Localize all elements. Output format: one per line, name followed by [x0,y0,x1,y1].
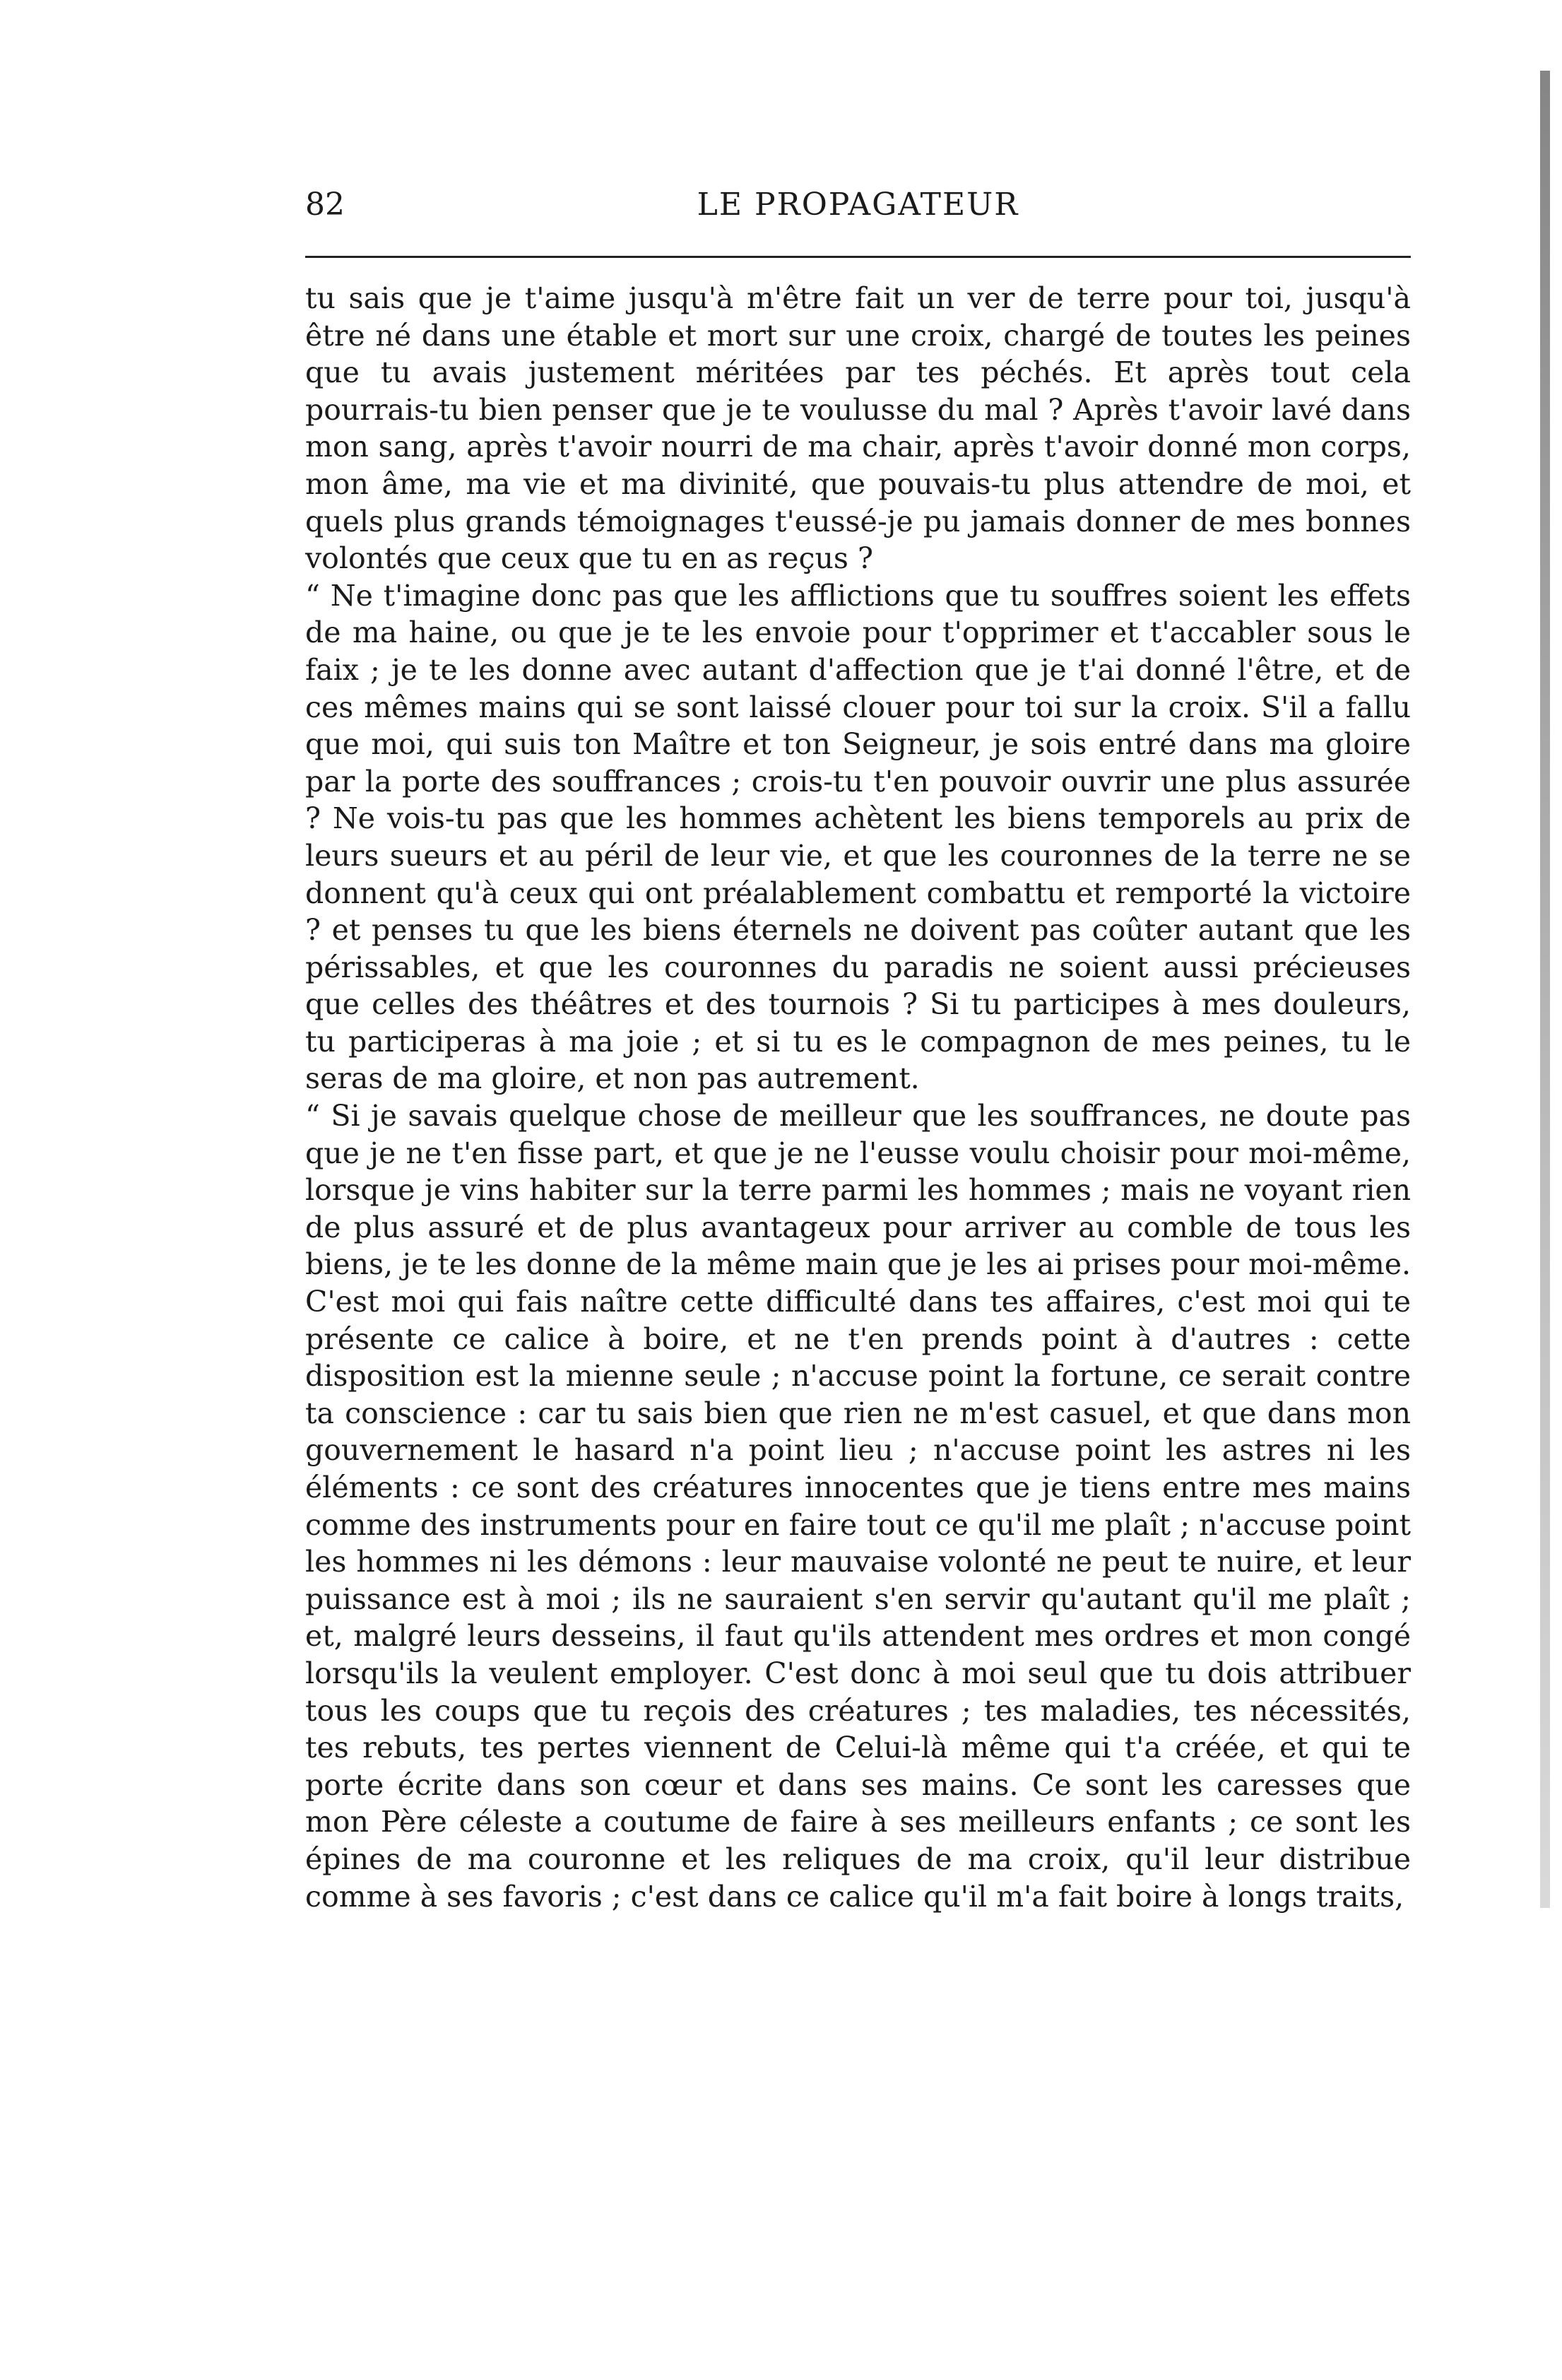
page-number: 82 [305,187,345,223]
paragraph-continuation: tu sais que je t'aime jusqu'à m'être fait un ver de terre pour toi, jusqu'à être né dans une étable et mort sur une croix, chargé de toutes les peines que tu avais justement méritées par tes péchés. Et après tout cela pourrais-tu bien penser que je te voulusse du mal ? Après t'avoir lavé dans mon sang, après t'avoir nourri de ma chair, après t'avoir donné mon corps, mon âme, ma vie et ma divinité, que pouvais-tu plus attendre de moi, et quels plus grands témoignages t'eussé-je pu jamais donner de mes bonnes volontés que ceux que tu en as reçus ? [305,281,1411,576]
scan-edge-shadow [1540,71,1550,1908]
running-head [305,180,1411,230]
header-rule [305,256,1411,258]
journal-title: LE PROPAGATEUR [697,187,1019,223]
paragraph-afflictions: “ Ne t'imagine donc pas que les afflictions que tu souffres soient les effets de ma haine, ou que je te les envoie pour t'opprimer et t'accabler sous le faix ; je te les donne avec autant d'affection que je t'ai donné l'être, et de ces mêmes mains qui se sont laissé clouer pour toi sur la croix. S'il a fallu que moi, qui suis ton Maître et ton Seigneur, je sois entré dans ma gloire par la porte des souffrances ; crois-tu t'en pouvoir ouvrir une plus assurée ? Ne vois-tu pas que les hommes achètent les biens temporels au prix de leurs sueurs et au péril de leur vie, et que les couronnes de la terre ne se donnent qu'à ceux qui ont préalablement combattu et remporté la victoire ? et penses tu que les biens éternels ne doivent pas coûter autant que les périssables, et que les couronnes du paradis ne soient aussi précieuses que celles des théâtres et des tournois ? Si tu participes à mes douleurs, tu participeras à ma joie ; et si tu es le compagnon de mes peines, tu le seras de ma gloire, et non pas autrement. [305,578,1411,1096]
body-text [305,280,1411,1915]
paragraph-souffrances: “ Si je savais quelque chose de meilleur que les souffrances, ne doute pas que je ne t'en fisse part, et que je ne l'eusse voulu choisir pour moi-même, lorsque je vins habiter sur la terre parmi les hommes ; mais ne voyant rien de plus assuré et de plus avantageux pour arriver au comble de tous les biens, je te les donne de la même main que je les ai prises pour moi-même. C'est moi qui fais naître cette difficulté dans tes affaires, c'est moi qui te présente ce calice à boire, et ne t'en prends point à d'autres : cette disposition est la mienne seule ; n'accuse point la fortune, ce serait contre ta conscience : car tu sais bien que rien ne m'est casuel, et que dans mon gouvernement le hasard n'a point lieu ; n'accuse point les astres ni les éléments : ce sont des créatures innocentes que je tiens entre mes mains comme des instruments pour en faire tout ce qu'il me plaît ; n'accuse point les hommes ni les démons : leur mauvaise volonté ne peut te nuire, et leur puissance est à moi ; ils ne sauraient s'en servir qu'autant qu'il me plaît ; et, malgré leurs desseins, il faut qu'ils attendent mes ordres et mon congé lorsqu'ils la veulent employer. C'est donc à moi seul que tu dois attribuer tous les coups que tu reçois des créatures ; tes maladies, tes nécessités, tes rebuts, tes pertes viennent de Celui-là même qui t'a créée, et qui te porte écrite dans son cœur et dans ses mains. Ce sont les caresses que mon Père céleste a coutume de faire à ses meilleurs enfants ; ce sont les épines de ma couronne et les reliques de ma croix, qu'il leur distribue comme à ses favoris ; c'est dans ce calice qu'il m'a fait boire à longs traits, [305,1099,1411,1914]
